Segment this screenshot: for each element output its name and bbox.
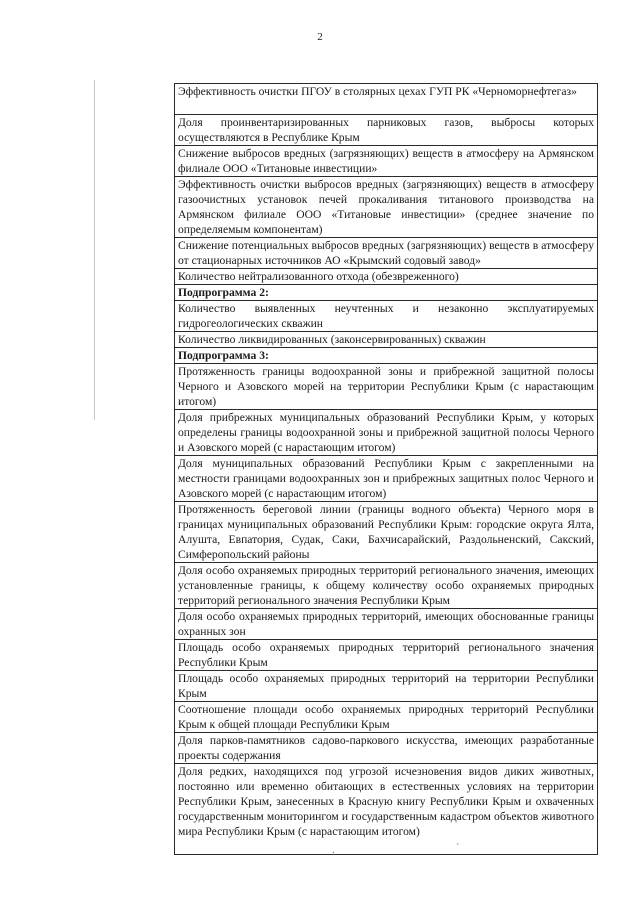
indicator-text: Количество нейтрализованного отхода (обезвреженного) xyxy=(175,269,598,285)
indicator-row xyxy=(175,364,598,410)
indicator-row xyxy=(175,609,598,640)
indicator-row xyxy=(175,332,598,348)
subprogram-heading-row xyxy=(175,285,598,301)
indicator-row xyxy=(175,456,598,502)
indicator-text: Эффективность очистки выбросов вредных (загрязняющих) веществ в атмосферу газоочистных установок печей прокаливания титанового производства на Армянском филиале ООО «Титановые инвестиции» (среднее значение по определяемым компонентам) xyxy=(175,177,598,238)
indicator-text: Количество ликвидированных (законсервированных) скважин xyxy=(175,332,598,348)
indicator-text: Эффективность очистки ПГОУ в столярных цехах ГУП РК «Черноморнефтегаз» xyxy=(175,84,598,115)
scan-artifact: ` xyxy=(456,843,460,854)
indicator-row xyxy=(175,146,598,177)
indicator-text: Доля особо охраняемых природных территорий, имеющих обоснованные границы охранных зон xyxy=(175,609,598,640)
indicator-row xyxy=(175,177,598,238)
subprogram-heading: Подпрограмма 2: xyxy=(175,285,598,301)
subprogram-heading: Подпрограмма 3: xyxy=(175,348,598,364)
indicator-text: Площадь особо охраняемых природных территорий на территории Республики Крым xyxy=(175,671,598,702)
subprogram-heading-row xyxy=(175,348,598,364)
indicator-text: Протяженность береговой линии (границы водного объекта) Черного моря в границах муниципальных образований Республики Крым: городские округа Ялта, Алушта, Евпатория, Судак, Саки, Бахчисарайский, Раздольненский, Сакский, Симферопольский районы xyxy=(175,502,598,563)
indicators-table xyxy=(174,83,598,855)
indicator-row xyxy=(175,702,598,733)
indicator-row xyxy=(175,733,598,764)
page-number: 2 xyxy=(317,31,323,43)
indicator-text: Протяженность границы водоохранной зоны и прибрежной защитной полосы Черного и Азовского морей на территории Республики Крым (с нарастающим итогом) xyxy=(175,364,598,410)
indicator-row xyxy=(175,238,598,269)
indicator-row xyxy=(175,671,598,702)
indicator-row xyxy=(175,301,598,332)
indicator-row xyxy=(175,269,598,285)
indicator-row xyxy=(175,640,598,671)
indicator-row xyxy=(175,84,598,115)
indicator-row xyxy=(175,764,598,855)
indicator-row xyxy=(175,563,598,609)
indicators-table-body xyxy=(175,84,598,855)
indicator-text: Соотношение площади особо охраняемых природных территорий Республики Крым к общей площади Республики Крым xyxy=(175,702,598,733)
indicator-text: Снижение потенциальных выбросов вредных (загрязняющих) веществ в атмосферу от стационарных источников АО «Крымский содовый завод» xyxy=(175,238,598,269)
indicator-text: Снижение выбросов вредных (загрязняющих) веществ в атмосферу на Армянском филиале ООО «Титановые инвестиции» xyxy=(175,146,598,177)
indicator-text: Доля редких, находящихся под угрозой исчезновения видов диких животных, постоянно или временно обитающих в естественных условиях на территории Республики Крым, занесенных в Красную книгу Республики Крым и охваченных государственным мониторингом и государственным кадастром объектов животного мира Республики Крым (с нарастающим итогом) xyxy=(175,764,598,855)
indicator-text: Площадь особо охраняемых природных территорий регионального значения Республики Крым xyxy=(175,640,598,671)
indicator-text: Доля парков-памятников садово-паркового искусства, имеющих разработанные проекты содержания xyxy=(175,733,598,764)
indicator-row xyxy=(175,115,598,146)
indicator-text: Доля муниципальных образований Республики Крым с закрепленными на местности границами водоохранных зон и прибрежных защитных полос Черного и Азовского морей (с нарастающим итогом) xyxy=(175,456,598,502)
indicator-text: Доля проинвентаризированных парниковых газов, выбросы которых осуществляются в Республике Крым xyxy=(175,115,598,146)
scan-artifact: . xyxy=(332,845,335,856)
indicator-text: Доля прибрежных муниципальных образований Республики Крым, у которых определены границы водоохранной зоны и прибрежной защитной полосы Черного и Азовского морей (с нарастающим итогом) xyxy=(175,410,598,456)
binding-margin-line xyxy=(94,80,95,420)
indicator-text: Доля особо охраняемых природных территорий регионального значения, имеющих установленные границы, к общему количеству особо охраняемых природных территорий регионального значения Республики Крым xyxy=(175,563,598,609)
indicator-row xyxy=(175,502,598,563)
indicator-text: Количество выявленных неучтенных и незаконно эксплуатируемых гидрогеологических скважин xyxy=(175,301,598,332)
indicator-row xyxy=(175,410,598,456)
